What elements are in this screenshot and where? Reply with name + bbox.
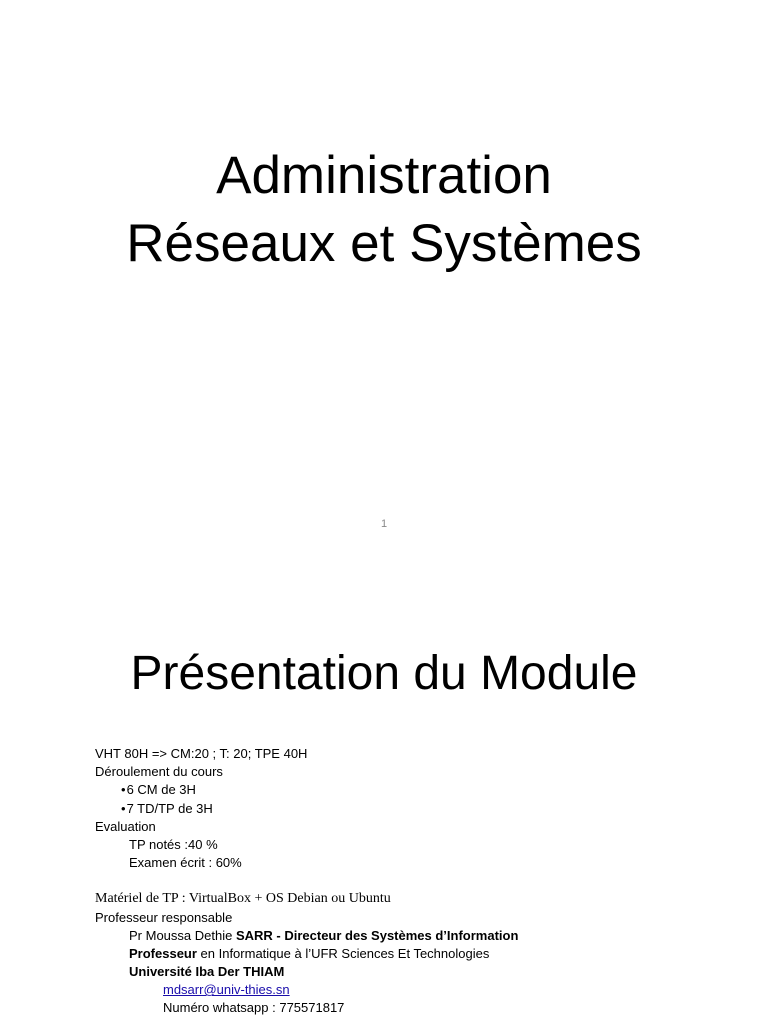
materiel-tp: Matériel de TP : VirtualBox + OS Debian ou Ubuntu — [95, 891, 391, 907]
spacer — [95, 872, 518, 890]
prof-title-rest: en Informatique à l’UFR Sciences Et Technologies — [196, 945, 490, 961]
email-line — [95, 981, 518, 999]
bullet-text: 6 CM de 3H — [126, 782, 196, 798]
module-details — [95, 745, 518, 1018]
prof-surname: SARR — [235, 927, 273, 943]
professeur-label: Professeur responsable — [95, 909, 233, 925]
professeur-name — [95, 927, 518, 945]
deroulement-label: Déroulement du cours — [95, 764, 223, 780]
examen-ecrit: Examen écrit : 60% — [129, 855, 242, 871]
tp-notes: TP notés :40 % — [129, 836, 218, 852]
slide-title-line-2: Réseaux et Systèmes — [126, 214, 642, 273]
email-link[interactable]: mdsarr@univ-thies.sn — [163, 982, 290, 998]
prof-name-prefix: Pr Moussa Dethie — [129, 927, 236, 943]
prof-role: Directeur des Systèmes d’Information — [284, 927, 519, 943]
bullet-item — [95, 781, 518, 799]
university-bold: Université Iba Der THIAM — [129, 964, 285, 980]
slide-title — [0, 142, 768, 278]
evaluation-label: Evaluation — [95, 818, 156, 834]
whatsapp-number: Numéro whatsapp : 775571817 — [163, 1000, 345, 1016]
module-title: Présentation du Module — [130, 647, 638, 700]
bullet-text: 7 TD/TP de 3H — [126, 800, 213, 816]
professeur-title — [95, 945, 518, 963]
page-number: 1 — [380, 518, 388, 530]
university-name — [95, 963, 518, 981]
vht-line: VHT 80H => CM:20 ; T: 20; TPE 40H — [95, 746, 308, 761]
bullet-item — [95, 800, 518, 818]
slide-title-line-1: Administration — [216, 146, 552, 205]
prof-title-bold: Professeur — [129, 945, 197, 961]
prof-role-separator: - — [272, 927, 285, 943]
bullet-icon: • — [121, 800, 126, 816]
bullet-icon: • — [121, 782, 126, 798]
